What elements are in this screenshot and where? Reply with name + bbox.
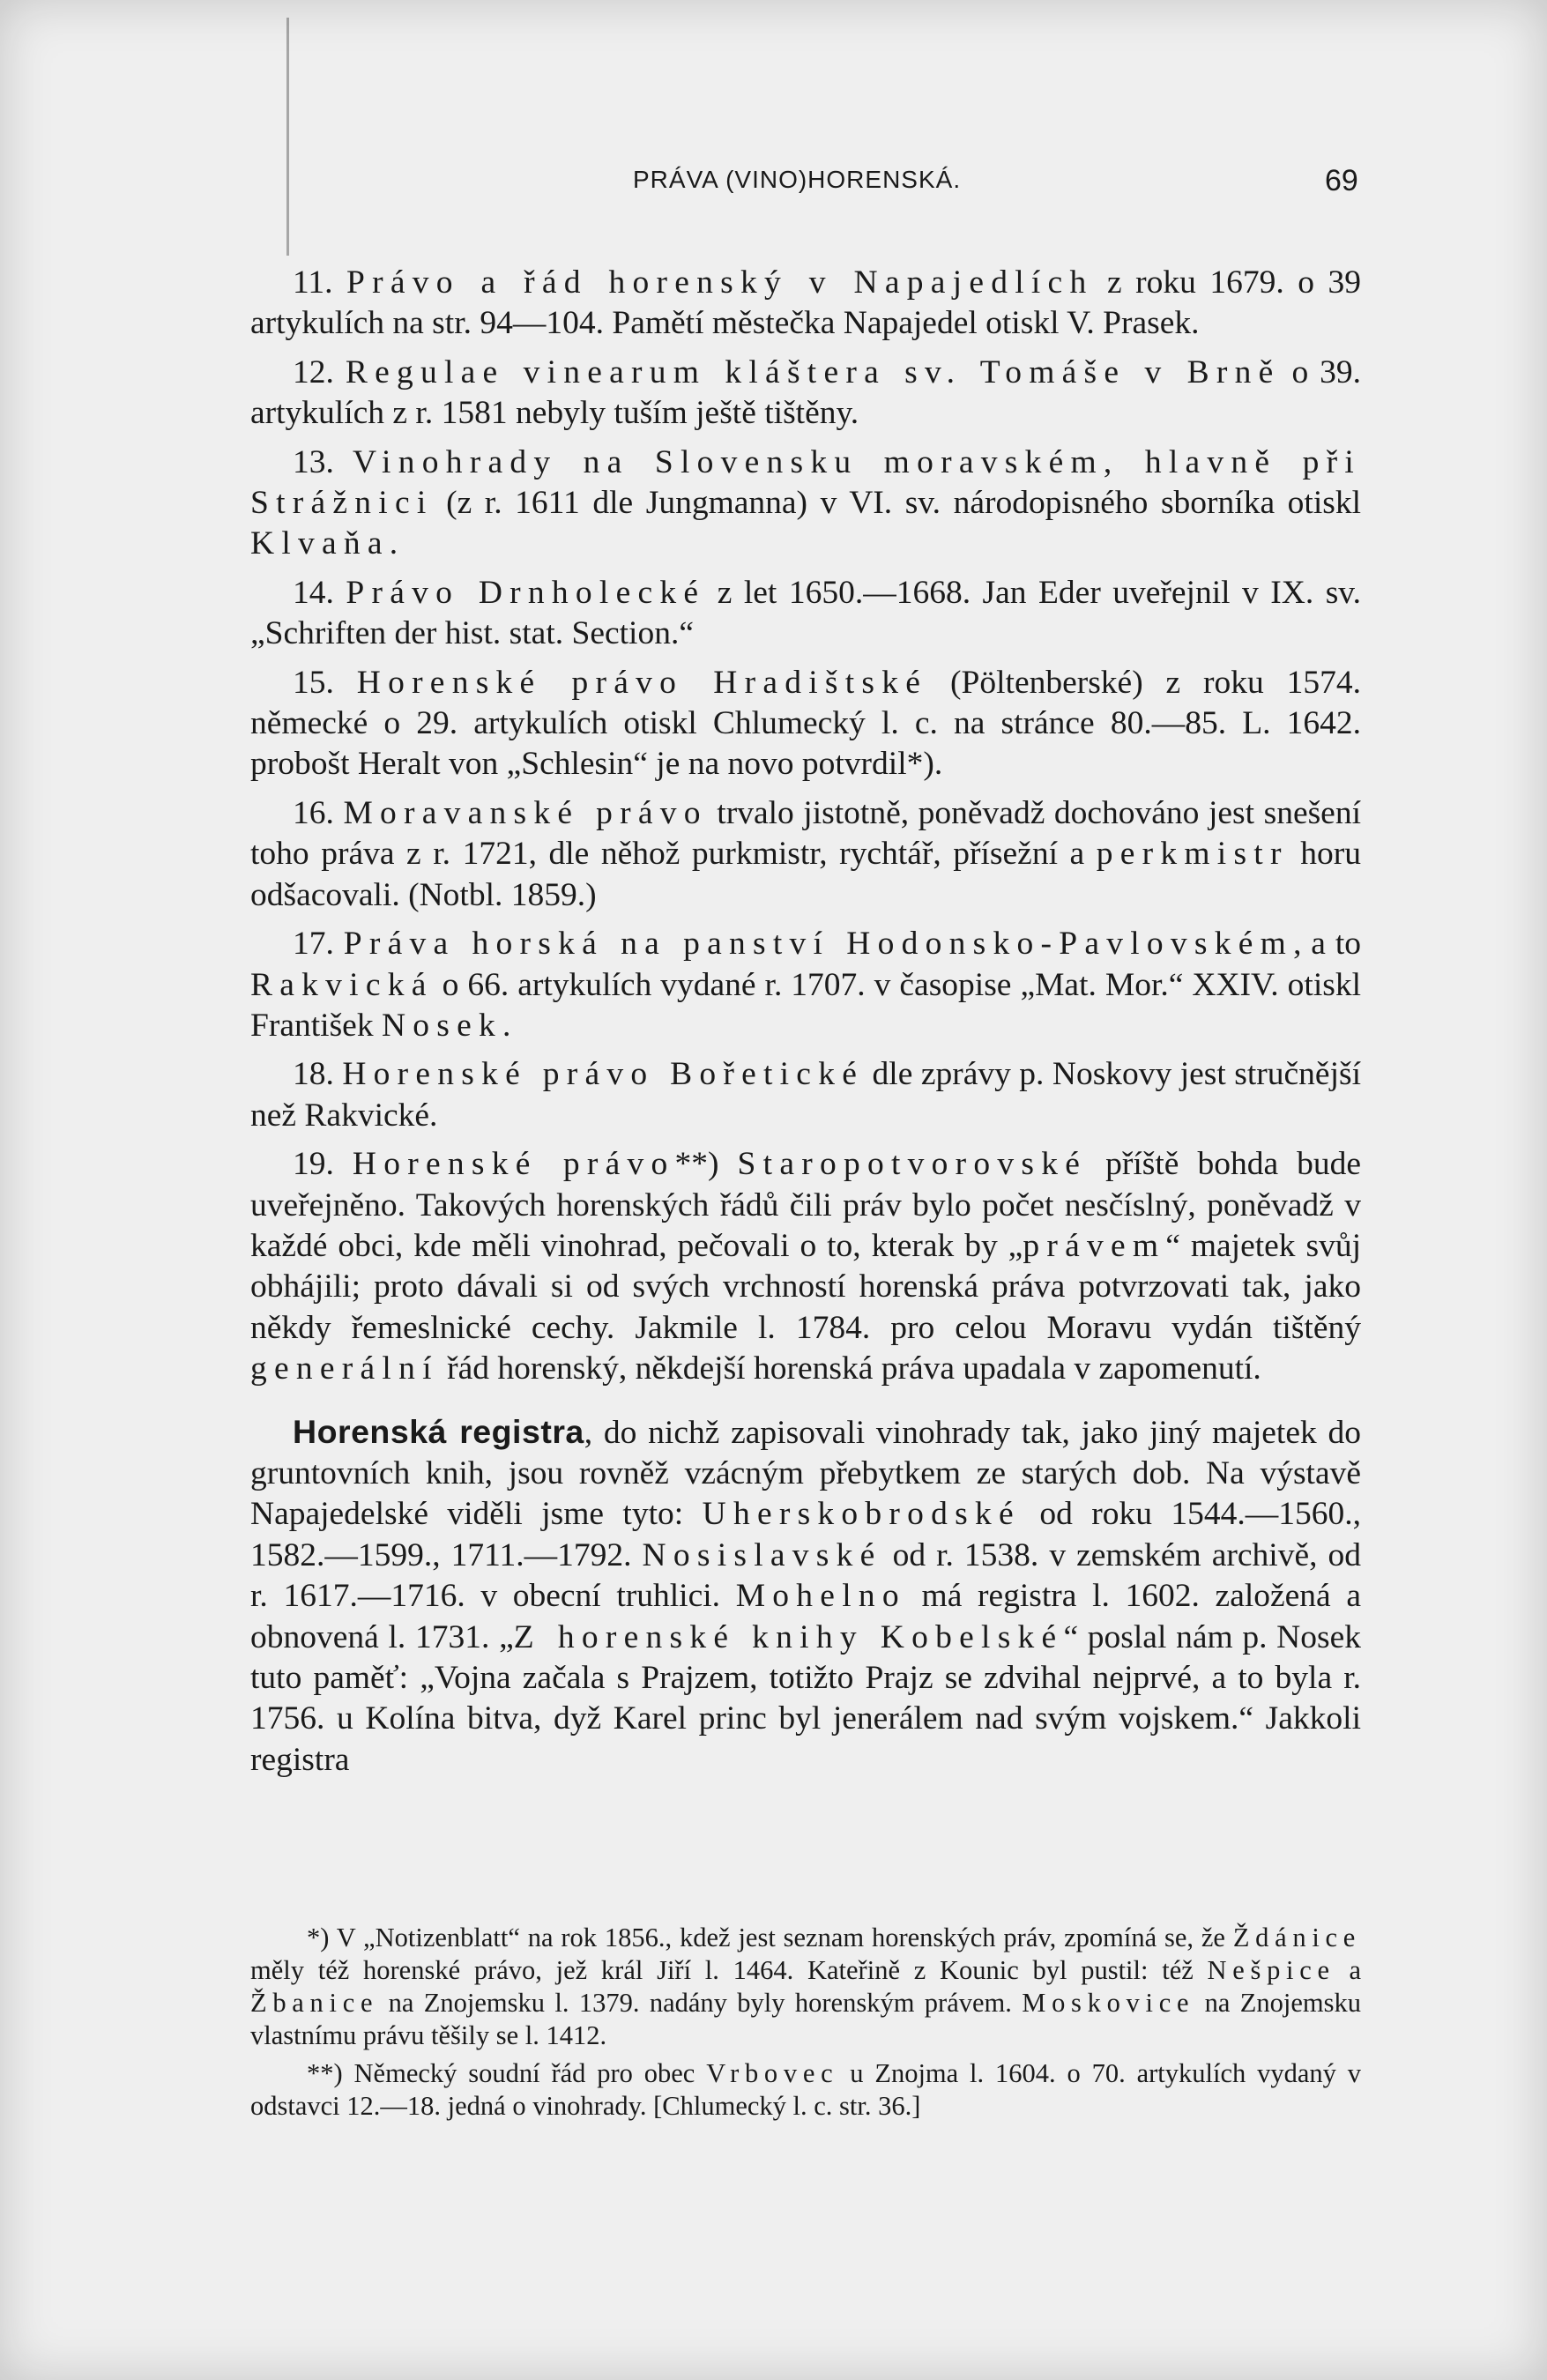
footnotes [250, 1922, 1361, 2128]
main-text [250, 263, 1361, 1781]
page-number: 69 [1325, 164, 1358, 197]
page-fold-mark [286, 18, 289, 256]
entry-11: 11. Právo a řád horenský v Napajedlích z roku 1679. o 39 artykulích na str. 94—104. Pamětí městečka Napajedel otiskl V. Prasek. [250, 264, 1362, 342]
entry-title: Právo Drnholecké [346, 574, 706, 611]
entry-14: 14. Právo Drnholecké z let 1650.—1668. Jan Eder uveřejnil v IX. sv. „Schriften der hist. stat. Section.“ [250, 574, 1361, 652]
entry-title: Moravanské právo [343, 794, 708, 831]
running-head: PRÁVA (VINO)HORENSKÁ. [633, 166, 962, 193]
entry-18: 18. Horenské právo Bořetické dle zprávy p. Noskovy jest stručnější než Rakvické. [250, 1056, 1361, 1134]
entry-15: 15. Horenské právo Hradištské (Pöltenberské) z roku 1574. německé o 29. artykulích otiskl Chlumecký l. c. na stránce 80.—85. L. 1642. probošt Heralt von „Schlesin“ je na novo potvrdil*). [250, 664, 1361, 783]
entry-title: Právo a řád horenský v Napajedlích [346, 264, 1094, 301]
entry-13: 13. Vinohrady na Slovensku moravském, hlavně při Strážnici (z r. 1611 dle Jungmanna) v VI. sv. národopisného sborníka otiskl Klvaňa. [250, 443, 1362, 562]
entry-title: Horenské právo Bořetické [342, 1056, 865, 1093]
entry-12: 12. Regulae vinearum kláštera sv. Tomáše v Brně o 39. artykulích z r. 1581 nebyly tuším ještě tištěny. [250, 353, 1362, 432]
author-name: Klvaňa [250, 525, 390, 562]
entry-title: Horenské právo Hradištské [356, 664, 928, 701]
entry-title: Regulae vinearum kláštera sv. Tomáše v Brně [345, 353, 1281, 390]
entry-16: 16. Moravanské právo trvalo jistotně, poněvadž dochováno jest snešení toho práva z r. 1721, dle něhož purkmistr, rychtář, přísežní a perkmistr horu odšacovali. (Notbl. 1859.) [250, 794, 1362, 913]
registra-paragraph: Horenská registra, do nichž zapisovali vinohrady tak, jako jiný majetek do gruntovních knih, jsou rovněž vzácným přebytkem ze starých dob. Na výstavě Napajedelské viděli jsme tyto: Uherskobrodské od roku 1544.—1560., 1582.—1599., 1711.—1792. Nosislavské od r. 1538. v zemském archivě, od r. 1617.—1716. v obecní truhlici. Mohelno má registra l. 1602. založená a obnovená l. 1731. „Z horenské knihy Kobelské“ poslal nám p. Nosek tuto paměť: „Vojna začala s Prajzem, totižto Prajz se zdvihal nejprvé, a to byla r. 1756. u Kolína bitva, dyž Karel princ byl jenerálem nad svým vojskem.“ Jakkoli registra [250, 1412, 1362, 1778]
page-header [0, 166, 1547, 201]
footnote-ref: **) [674, 1146, 719, 1183]
entry-title: Vinohrady na Slovensku moravském, hlavně při Strážnici [250, 443, 1362, 522]
registra-heading: Horenská registra [293, 1412, 584, 1450]
author-name: Nosek [381, 1007, 503, 1044]
entry-title: Horenské právo [352, 1146, 675, 1183]
footnote-1: *) V „Notizenblatt“ na rok 1856., kdež jest seznam horenských práv, zpomíná se, že Ždánice měly též horenské právo, jež král Jiří l. 1464. Kateřině z Kounic byl pustil: též Nešpice a Žbanice na Znojemsku l. 1379. nadány byly horenským právem. Moskovice na Znojemsku vlastnímu právu těšily se l. 1412. [250, 1923, 1361, 2050]
entry-19: 19. Horenské právo**) Staropotvorovské příště bohda bude uveřejněno. Takových horenských řádů čili práv bylo počet nesčíslný, poněvadž v každé obci, kde měli vinohrad, pečovali o to, kterak by „právem“ majetek svůj obhájili; proto dávali si od svých vrchností horenská práva potvrzovati tak, jako někdy řemeslnické cechy. Jakmile l. 1784. pro celou Moravu vydán tištěný generální řád horenský, někdejší horenská práva upadala v zapomenutí. [250, 1146, 1362, 1387]
entry-title: Práva horská na panství Hodonsko-Pavlovském [343, 926, 1294, 963]
footnote-2: **) Německý soudní řád pro obec Vrbovec u Znojma l. 1604. o 70. artykulích vydaný v odstavci 12.—18. jedná o vinohrady. [Chlumecký l. c. str. 36.] [250, 2058, 1361, 2121]
entry-17: 17. Práva horská na panství Hodonsko-Pavlovském, a to Rakvická o 66. artykulích vydané r. 1707. v časopise „Mat. Mor.“ XXIV. otiskl František Nosek. [250, 926, 1361, 1044]
